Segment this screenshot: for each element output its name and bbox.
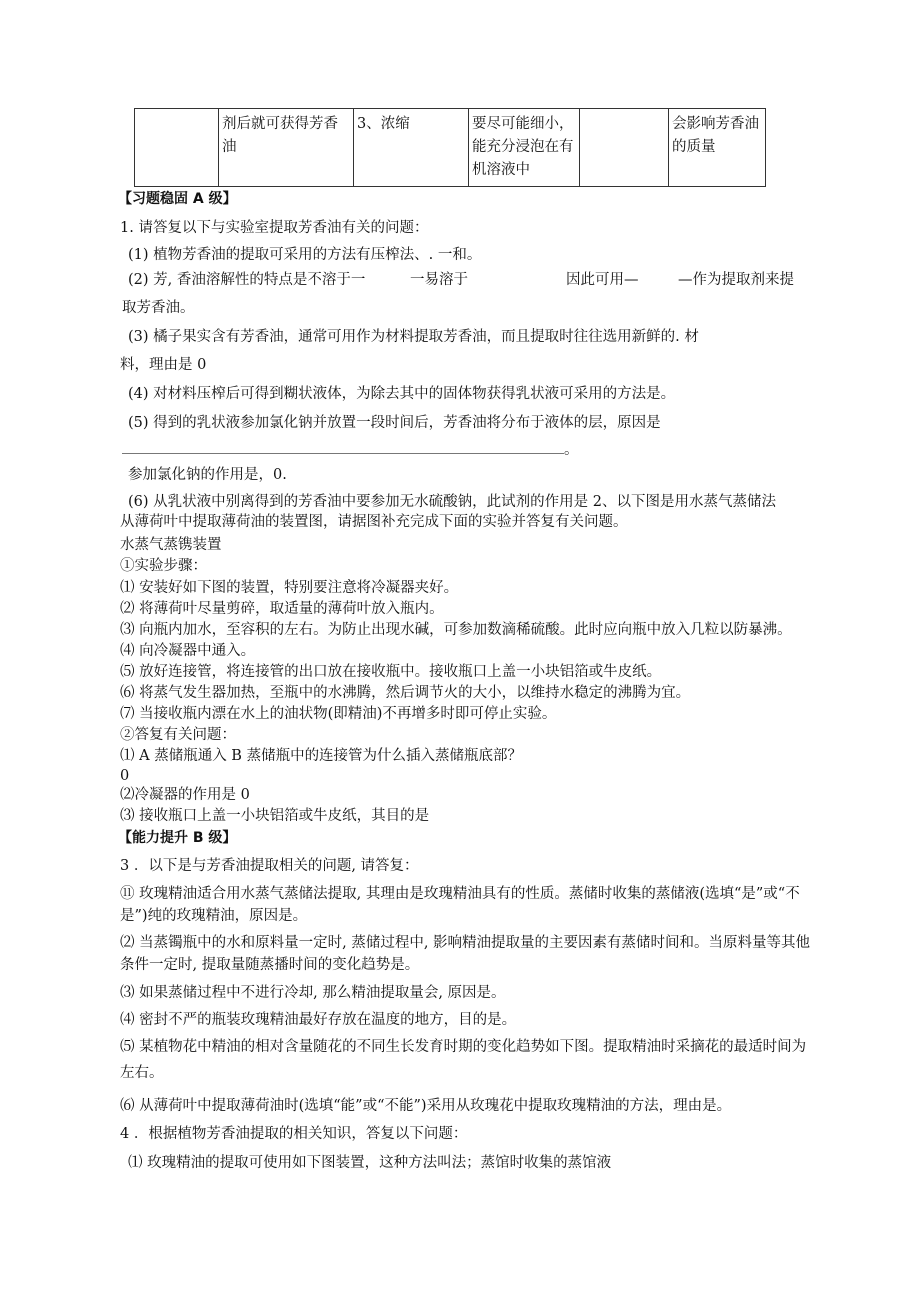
q4-stem: 4 ．根据植物芳香油提取的相关知识，答复以下问题： — [120, 1126, 468, 1142]
q2-answer-2: ⑵冷凝器的作用是 0 — [120, 787, 250, 803]
q1-part-2a: (2) 芳, 香油溶解性的特点是不溶于一 — [128, 272, 366, 288]
q2-answer-3: ⑶ 接收瓶口上盖一小块铝箔或牛皮纸，其目的是 — [120, 808, 430, 824]
q1-part-5: (5) 得到的乳状液参加氯化钠并放置一段时间后，芳香油将分布于液体的层，原因是 — [128, 415, 661, 431]
q1-part-2d: —作为提取剂来提 — [678, 272, 794, 288]
q1-part-4: (4) 对材料压榨后可得到糊状液体，为除去其中的固体物获得乳状液可采用的方法是。 — [128, 386, 676, 402]
q3-part-2b: 条件一定时, 提取量随蒸播时间的变化趋势是。 — [120, 957, 420, 973]
q1-part-6b: 从薄荷叶中提取薄荷油的装置图，请据图补充完成下面的实验并答复有关问题。 — [120, 514, 628, 530]
q1-stem: 1. 请答复以下与实验室提取芳香油有关的问题： — [120, 220, 429, 236]
q2-step-1: ⑴ 安装好如下图的装置，特别要注意将冷凝器夹好。 — [120, 580, 459, 596]
section-a-heading: 【习题稳固 A 级】 — [118, 191, 237, 207]
q3-part-6: ⑹ 从薄荷叶中提取薄荷油时(选填“能”或“不能”)采用从玫瑰花中提取玫瑰精油的方法，理由是。 — [120, 1098, 732, 1114]
section-b-heading: 【能力提升 B 级】 — [118, 830, 237, 846]
q2-answer-1-blank: 0 — [120, 768, 130, 784]
q1-part-3a: (3) 橘子果实含有芳香油，通常可用作为材料提取芳香油，而且提取时往往选用新鲜的. 材 — [128, 329, 699, 345]
q3-part-1b: 是”)纯的玫瑰精油，原因是。 — [120, 908, 308, 924]
q1-part-1: (1) 植物芳香油的提取可采用的方法有压榨法、. 一和。 — [128, 247, 482, 263]
table-cell — [135, 109, 219, 187]
q3-part-4: ⑷ 密封不严的瓶装玫瑰精油最好存放在温度的地方，目的是。 — [120, 1012, 517, 1028]
q2-step-7: ⑺ 当接收瓶内漂在水上的油状物(即精油)不再增多时即可停止实验。 — [120, 706, 557, 722]
q2-step-2: ⑵ 将薄荷叶尽量剪碎，取适量的薄荷叶放入瓶内。 — [120, 601, 444, 617]
method-table-fragment — [134, 108, 766, 187]
q3-stem: 3 ．以下是与芳香油提取相关的问题, 请答复： — [120, 858, 419, 874]
q3-part-5b: 左右。 — [120, 1065, 164, 1081]
q2-step-4: ⑷ 向冷凝器中通入。 — [120, 643, 256, 659]
answer-blank-line — [122, 453, 564, 454]
q3-part-5a: ⑸ 某植物花中精油的相对含量随花的不同生长发育时期的变化趋势如下图。提取精油时采摘花的最适时间为 — [120, 1039, 807, 1055]
table-cell: 3、浓缩 — [354, 109, 469, 187]
table-cell: 剂后就可获得芳香油 — [219, 109, 354, 187]
q1-part-5-end: 。 — [564, 442, 579, 458]
q2-answer-1: ⑴ A 蒸储瓶通入 B 蒸储瓶中的连接管为什么插入蒸储瓶底部？ — [120, 748, 523, 764]
q2-steps-title: ①实验步骤： — [120, 558, 207, 574]
q2-step-6: ⑹ 将蒸气发生器加热，至瓶中的水沸腾，然后调节火的大小，以维持水稳定的沸腾为宜。 — [120, 685, 691, 701]
q2-answer-title: ②答复有关问题： — [120, 727, 236, 743]
table-row — [135, 109, 766, 187]
q1-part-5b: 参加氯化钠的作用是，0. — [128, 467, 287, 483]
q2-step-5: ⑸ 放好连接管，将连接管的出口放在接收瓶中。接收瓶口上盖一小块铝箔或牛皮纸。 — [120, 664, 662, 680]
q3-part-3: ⑶ 如果蒸储过程中不进行冷却, 那么精油提取量会, 原因是。 — [120, 985, 506, 1001]
q1-part-6a: (6) 从乳状液中别离得到的芳香油中要参加无水硫酸钠，此试剂的作用是 2、以下图是用水蒸气蒸储法 — [128, 494, 776, 510]
q3-part-2a: ⑵ 当蒸镯瓶中的水和原料量一定时, 蒸储过程中, 影响精油提取量的主要因素有蒸储时间和。当原料量等其他 — [120, 935, 811, 951]
q1-part-2b: 一易溶于 — [410, 272, 468, 288]
table-cell — [580, 109, 669, 187]
table-cell: 要尽可能细小，能充分浸泡在有机溶液中 — [469, 109, 580, 187]
q3-part-1a: ⑪ 玫瑰精油适合用水蒸气蒸储法提取, 其理由是玫瑰精油具有的性质。蒸储时收集的蒸储液(选填“是”或“不 — [120, 886, 800, 902]
apparatus-caption: 水蒸气蒸镌装置 — [120, 537, 222, 553]
q1-part-2e: 取芳香油。 — [122, 300, 195, 316]
table-cell: 会影响芳香油的质量 — [669, 109, 766, 187]
q4-part-1: ⑴ 玫瑰精油的提取可使用如下图装置，这种方法叫法；蒸馆时收集的蒸馆液 — [128, 1155, 612, 1171]
q1-part-2c: 因此可用— — [566, 272, 639, 288]
q1-part-3b: 料，理由是 0 — [120, 357, 207, 373]
q2-step-3: ⑶ 向瓶内加水，至容积的左右。为防止出现水碱，可参加数滴稀硫酸。此时应向瓶中放入几粒以防暴沸。 — [120, 622, 792, 638]
